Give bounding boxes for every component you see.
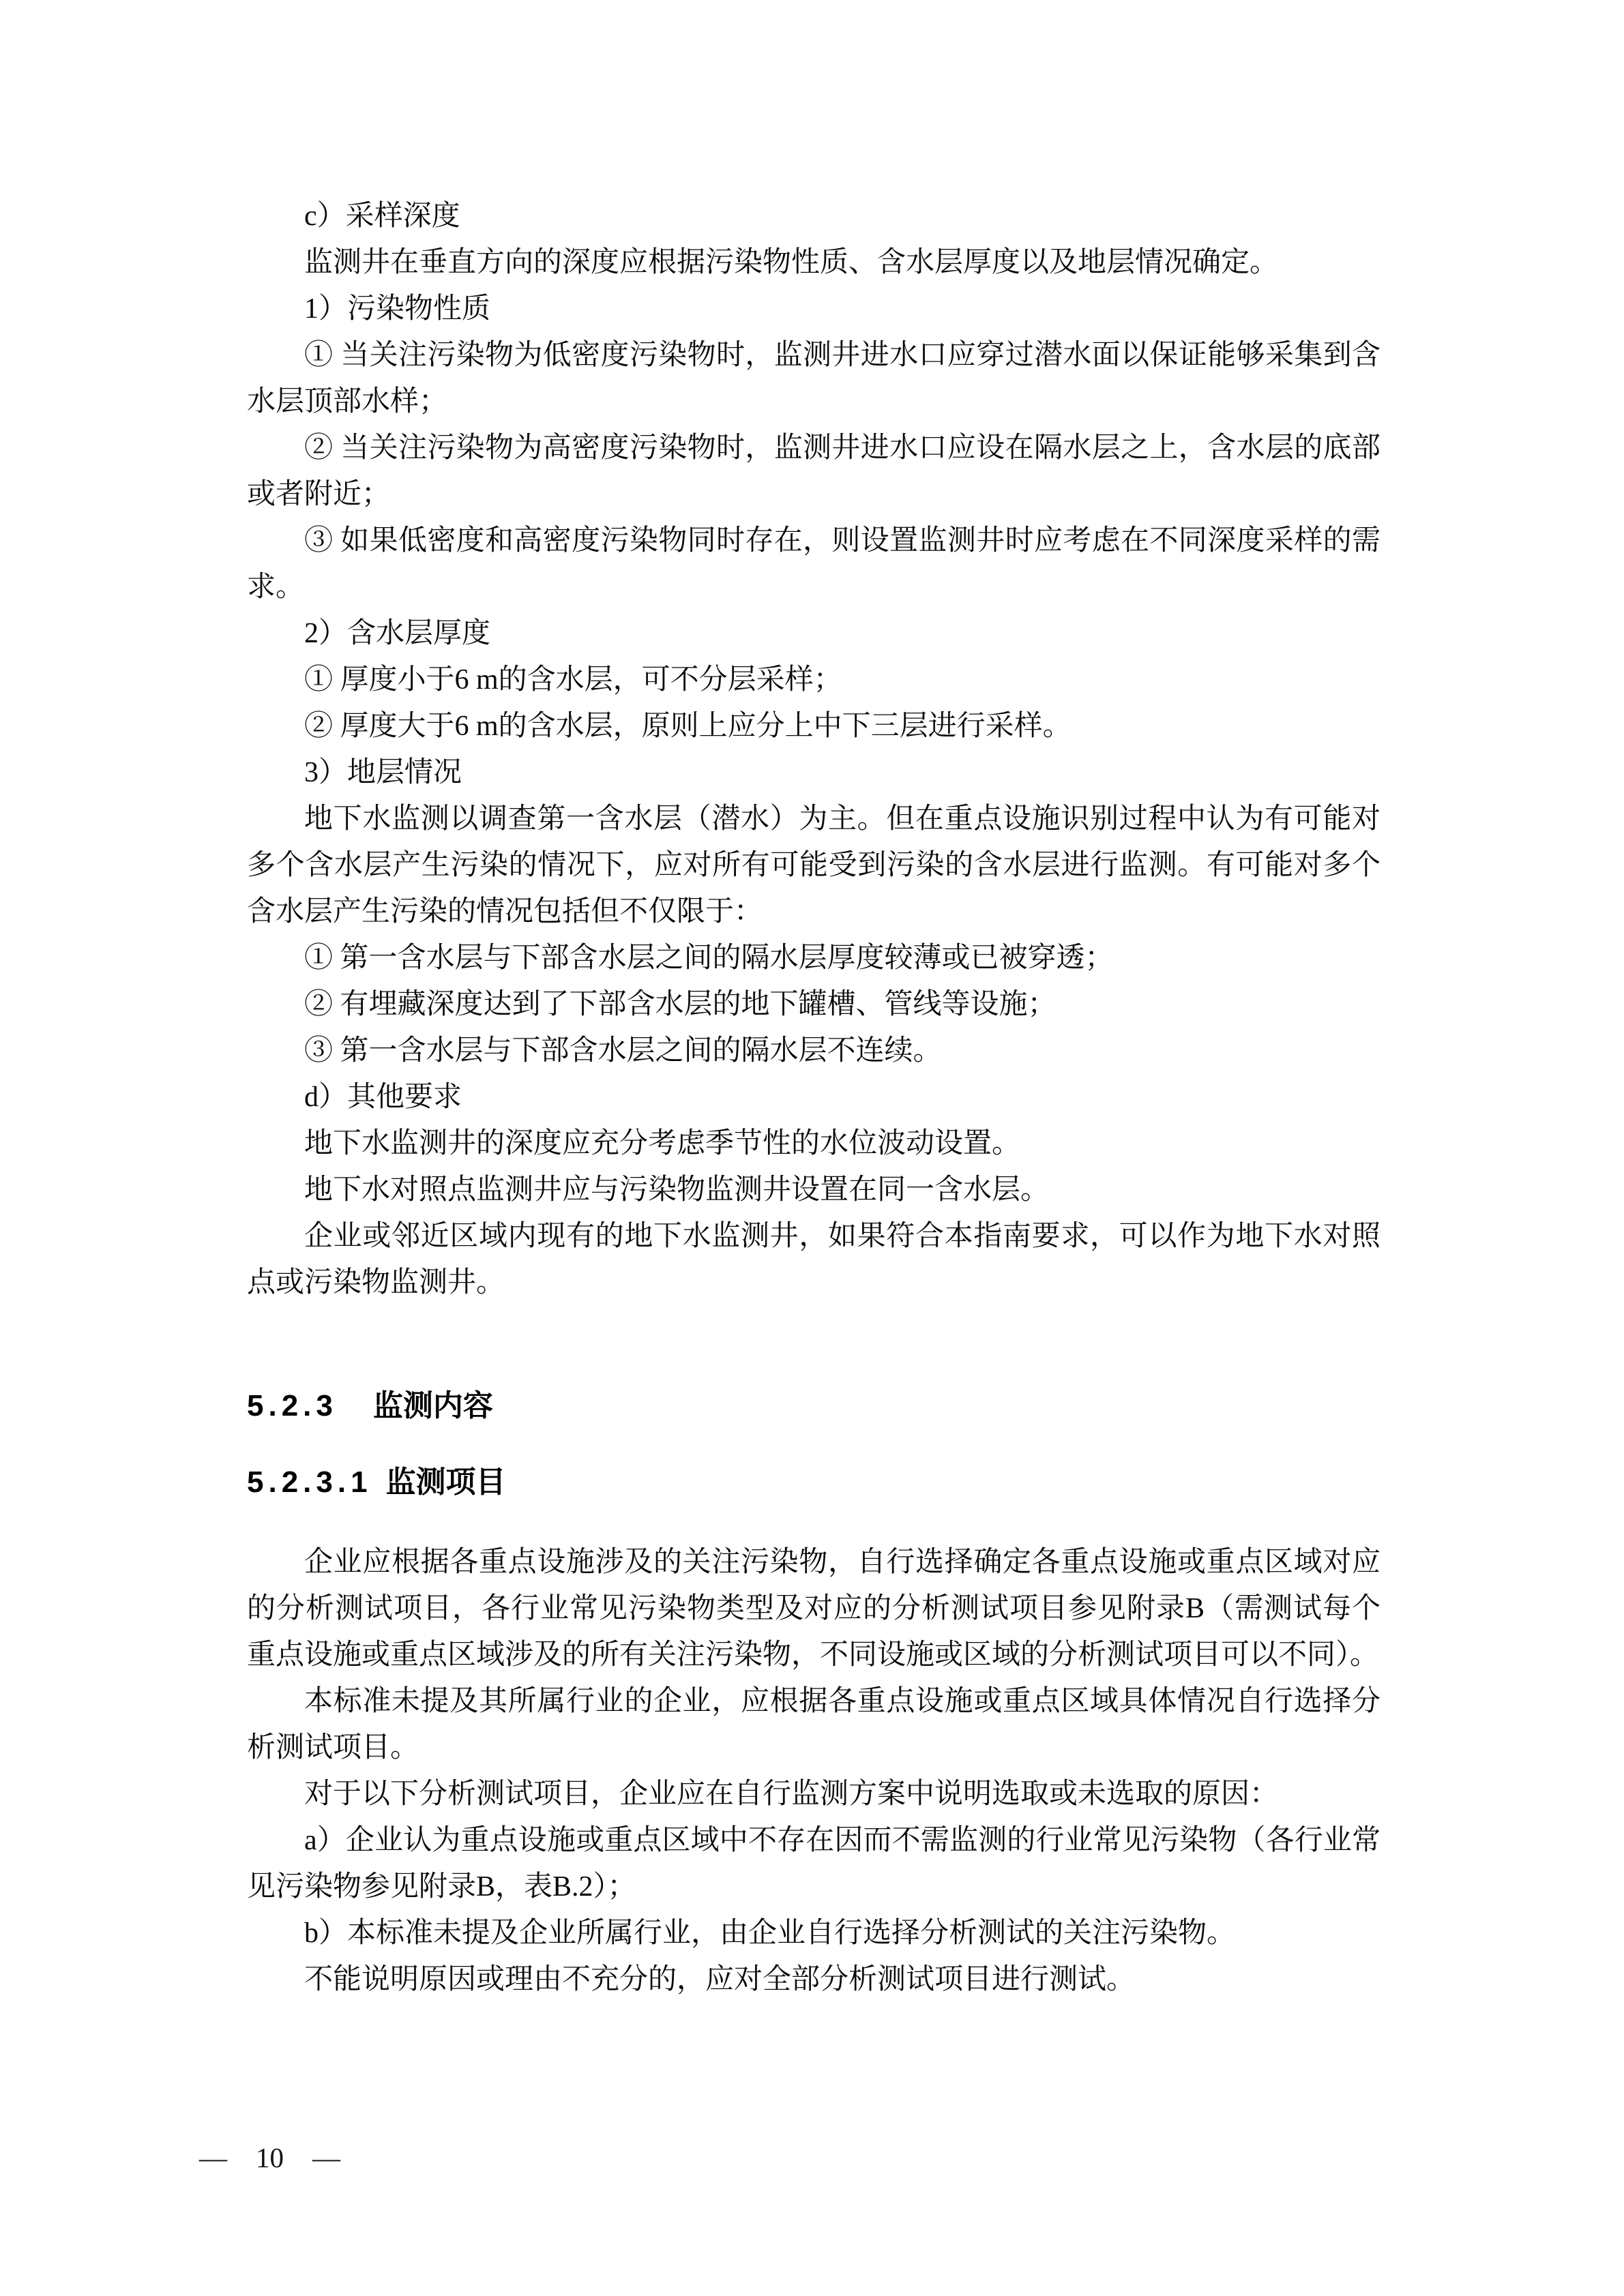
paragraph: 1）污染物性质 xyxy=(304,293,491,325)
paragraph: 地下水监测井的深度应充分考虑季节性的水位波动设置。 xyxy=(304,1128,1021,1159)
paragraph: 企业或邻近区域内现有的地下水监测井，如果符合本指南要求，可以作为地下水对照点或污染物监测井。 xyxy=(247,1221,1381,1298)
paragraph: 地下水监测以调查第一含水层（潜水）为主。但在重点设施识别过程中认为有可能对多个含水层产生污染的情况下，应对所有可能受到污染的含水层进行监测。有可能对多个含水层产生污染的情况包括但不仅限于： xyxy=(247,803,1381,927)
paragraph: ① 第一含水层与下部含水层之间的隔水层厚度较薄或已被穿透； xyxy=(304,942,1114,974)
paragraph: ② 当关注污染物为高密度污染物时，监测井进水口应设在隔水层之上，含水层的底部或者附近； xyxy=(247,432,1381,510)
paragraph: ③ 如果低密度和高密度污染物同时存在，则设置监测井时应考虑在不同深度采样的需求。 xyxy=(247,525,1381,603)
paragraph: ② 有埋藏深度达到了下部含水层的地下罐槽、管线等设施； xyxy=(304,989,1057,1020)
paragraph: ② 厚度大于6 m的含水层，原则上应分上中下三层进行采样。 xyxy=(304,711,1072,742)
paragraph: c）采样深度 xyxy=(304,200,460,232)
footer-dash-right: — xyxy=(312,2142,340,2173)
page-footer xyxy=(199,2140,340,2175)
paragraph: 本标准未提及其所属行业的企业，应根据各重点设施或重点区域具体情况自行选择分析测试项目。 xyxy=(247,1686,1381,1763)
heading-title: 监测内容 xyxy=(372,1389,493,1422)
page-number: 10 xyxy=(256,2142,284,2173)
footer-dash-left: — xyxy=(199,2142,227,2173)
paragraph: d）其他要求 xyxy=(304,1082,462,1113)
heading-number: 5.2.3 xyxy=(247,1389,338,1422)
paragraph: ① 厚度小于6 m的含水层，可不分层采样； xyxy=(304,664,842,696)
document-body xyxy=(247,193,1381,2003)
section-heading xyxy=(247,1385,1381,1427)
paragraph: 2）含水层厚度 xyxy=(304,618,491,649)
paragraph: b）本标准未提及企业所属行业，由企业自行选择分析测试的关注污染物。 xyxy=(304,1918,1236,1949)
paragraph: 3）地层情况 xyxy=(304,757,462,788)
paragraph: a）企业认为重点设施或重点区域中不存在因而不需监测的行业常见污染物（各行业常见污染物参见附录B，表B.2）； xyxy=(247,1825,1381,1903)
paragraph: 地下水对照点监测井应与污染物监测井设置在同一含水层。 xyxy=(304,1174,1050,1206)
paragraph: 对于以下分析测试项目，企业应在自行监测方案中说明选取或未选取的原因： xyxy=(304,1778,1279,1810)
paragraph: 监测井在垂直方向的深度应根据污染物性质、含水层厚度以及地层情况确定。 xyxy=(304,247,1279,278)
paragraph: 不能说明原因或理由不充分的，应对全部分析测试项目进行测试。 xyxy=(304,1964,1136,1995)
heading-number: 5.2.3.1 xyxy=(247,1465,372,1499)
heading-title: 监测项目 xyxy=(385,1465,506,1499)
paragraph: 企业应根据各重点设施涉及的关注污染物，自行选择确定各重点设施或重点区域对应的分析测试项目，各行业常见污染物类型及对应的分析测试项目参见附录B（需测试每个重点设施或重点区域涉及的所有关注污染物，不同设施或区域的分析测试项目可以不同）。 xyxy=(247,1547,1381,1671)
paragraph: ① 当关注污染物为低密度污染物时，监测井进水口应穿过潜水面以保证能够采集到含水层顶部水样； xyxy=(247,340,1381,417)
subsection-heading xyxy=(247,1461,1381,1504)
paragraph: ③ 第一含水层与下部含水层之间的隔水层不连续。 xyxy=(304,1035,942,1067)
